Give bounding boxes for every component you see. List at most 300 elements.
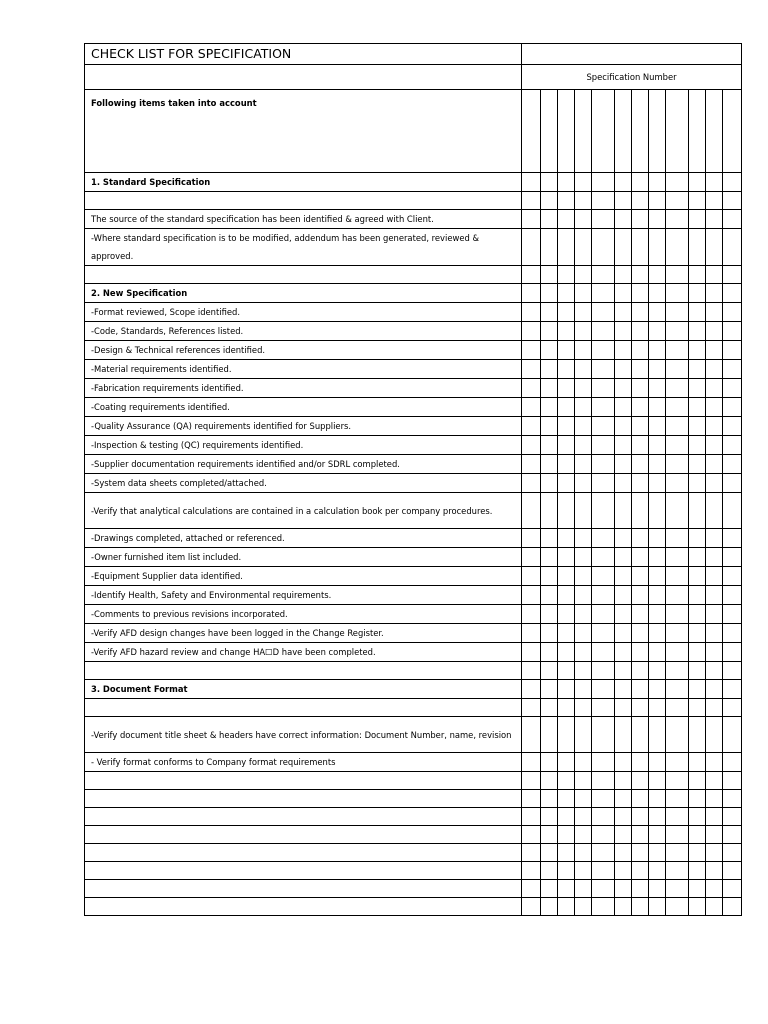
check-cell[interactable]	[632, 898, 649, 916]
check-cell[interactable]	[689, 662, 706, 680]
check-cell[interactable]	[632, 699, 649, 717]
check-cell[interactable]	[706, 322, 723, 341]
check-cell[interactable]	[575, 284, 592, 303]
check-cell[interactable]	[649, 808, 666, 826]
check-cell[interactable]	[666, 398, 689, 417]
check-cell[interactable]	[706, 266, 723, 284]
check-cell[interactable]	[575, 643, 592, 662]
check-cell[interactable]	[706, 717, 723, 753]
check-cell[interactable]	[541, 624, 558, 643]
check-cell[interactable]	[706, 529, 723, 548]
check-cell[interactable]	[522, 398, 541, 417]
check-cell[interactable]	[632, 643, 649, 662]
check-cell[interactable]	[689, 303, 706, 322]
check-cell[interactable]	[541, 790, 558, 808]
check-cell[interactable]	[666, 624, 689, 643]
check-cell[interactable]	[615, 210, 632, 229]
check-cell[interactable]	[522, 772, 541, 790]
check-cell[interactable]	[723, 717, 742, 753]
check-cell[interactable]	[558, 474, 575, 493]
check-cell[interactable]	[522, 862, 541, 880]
check-cell[interactable]	[689, 898, 706, 916]
check-cell[interactable]	[558, 284, 575, 303]
check-cell[interactable]	[575, 826, 592, 844]
check-cell[interactable]	[689, 680, 706, 699]
check-cell[interactable]	[522, 808, 541, 826]
check-cell[interactable]	[575, 586, 592, 605]
check-cell[interactable]	[592, 624, 615, 643]
check-cell[interactable]	[649, 529, 666, 548]
check-cell[interactable]	[666, 548, 689, 567]
check-cell[interactable]	[706, 898, 723, 916]
check-cell[interactable]	[632, 398, 649, 417]
check-cell[interactable]	[615, 753, 632, 772]
check-cell[interactable]	[666, 284, 689, 303]
check-cell[interactable]	[632, 844, 649, 862]
check-cell[interactable]	[522, 322, 541, 341]
check-cell[interactable]	[689, 229, 706, 266]
check-cell[interactable]	[592, 493, 615, 529]
check-cell[interactable]	[615, 173, 632, 192]
check-cell[interactable]	[522, 474, 541, 493]
check-cell[interactable]	[706, 586, 723, 605]
check-cell[interactable]	[592, 548, 615, 567]
check-cell[interactable]	[689, 624, 706, 643]
check-cell[interactable]	[723, 624, 742, 643]
check-cell[interactable]	[689, 844, 706, 862]
check-cell[interactable]	[649, 192, 666, 210]
check-cell[interactable]	[689, 360, 706, 379]
check-cell[interactable]	[689, 266, 706, 284]
check-cell[interactable]	[723, 417, 742, 436]
check-cell[interactable]	[723, 341, 742, 360]
check-cell[interactable]	[558, 266, 575, 284]
check-cell[interactable]	[649, 680, 666, 699]
check-cell[interactable]	[541, 266, 558, 284]
check-cell[interactable]	[558, 455, 575, 474]
check-cell[interactable]	[558, 862, 575, 880]
check-cell[interactable]	[592, 699, 615, 717]
check-cell[interactable]	[632, 662, 649, 680]
check-cell[interactable]	[558, 567, 575, 586]
check-cell[interactable]	[632, 548, 649, 567]
check-cell[interactable]	[666, 808, 689, 826]
check-cell[interactable]	[522, 662, 541, 680]
check-cell[interactable]	[666, 493, 689, 529]
check-cell[interactable]	[575, 192, 592, 210]
check-cell[interactable]	[706, 790, 723, 808]
check-cell[interactable]	[592, 717, 615, 753]
check-cell[interactable]	[615, 493, 632, 529]
check-cell[interactable]	[706, 862, 723, 880]
check-cell[interactable]	[575, 398, 592, 417]
check-cell[interactable]	[632, 493, 649, 529]
check-cell[interactable]	[689, 210, 706, 229]
check-cell[interactable]	[723, 303, 742, 322]
check-cell[interactable]	[558, 192, 575, 210]
check-cell[interactable]	[706, 624, 723, 643]
check-cell[interactable]	[558, 229, 575, 266]
check-cell[interactable]	[558, 699, 575, 717]
check-cell[interactable]	[541, 898, 558, 916]
check-cell[interactable]	[592, 229, 615, 266]
check-cell[interactable]	[649, 898, 666, 916]
check-cell[interactable]	[575, 699, 592, 717]
check-cell[interactable]	[541, 322, 558, 341]
check-cell[interactable]	[558, 586, 575, 605]
check-cell[interactable]	[666, 529, 689, 548]
check-cell[interactable]	[723, 210, 742, 229]
check-cell[interactable]	[558, 322, 575, 341]
check-cell[interactable]	[541, 192, 558, 210]
check-cell[interactable]	[632, 605, 649, 624]
check-cell[interactable]	[649, 643, 666, 662]
check-cell[interactable]	[541, 284, 558, 303]
check-cell[interactable]	[615, 772, 632, 790]
check-cell[interactable]	[541, 529, 558, 548]
check-cell[interactable]	[666, 753, 689, 772]
check-cell[interactable]	[592, 808, 615, 826]
check-cell[interactable]	[666, 210, 689, 229]
check-cell[interactable]	[632, 417, 649, 436]
check-cell[interactable]	[592, 474, 615, 493]
check-cell[interactable]	[632, 529, 649, 548]
check-cell[interactable]	[689, 643, 706, 662]
check-cell[interactable]	[666, 898, 689, 916]
check-cell[interactable]	[689, 398, 706, 417]
check-cell[interactable]	[592, 586, 615, 605]
check-cell[interactable]	[706, 474, 723, 493]
check-cell[interactable]	[649, 303, 666, 322]
check-cell[interactable]	[592, 417, 615, 436]
check-cell[interactable]	[723, 173, 742, 192]
check-cell[interactable]	[522, 753, 541, 772]
check-cell[interactable]	[649, 699, 666, 717]
check-cell[interactable]	[615, 90, 632, 173]
check-cell[interactable]	[706, 680, 723, 699]
check-cell[interactable]	[615, 567, 632, 586]
check-cell[interactable]	[592, 826, 615, 844]
check-cell[interactable]	[649, 360, 666, 379]
check-cell[interactable]	[649, 379, 666, 398]
check-cell[interactable]	[666, 436, 689, 455]
check-cell[interactable]	[615, 662, 632, 680]
check-cell[interactable]	[723, 398, 742, 417]
check-cell[interactable]	[592, 284, 615, 303]
check-cell[interactable]	[615, 699, 632, 717]
check-cell[interactable]	[615, 548, 632, 567]
check-cell[interactable]	[649, 826, 666, 844]
check-cell[interactable]	[666, 643, 689, 662]
check-cell[interactable]	[689, 90, 706, 173]
check-cell[interactable]	[541, 826, 558, 844]
check-cell[interactable]	[522, 284, 541, 303]
check-cell[interactable]	[575, 436, 592, 455]
check-cell[interactable]	[689, 880, 706, 898]
check-cell[interactable]	[666, 680, 689, 699]
check-cell[interactable]	[575, 548, 592, 567]
check-cell[interactable]	[666, 605, 689, 624]
check-cell[interactable]	[632, 717, 649, 753]
check-cell[interactable]	[723, 862, 742, 880]
check-cell[interactable]	[575, 417, 592, 436]
check-cell[interactable]	[615, 880, 632, 898]
check-cell[interactable]	[723, 898, 742, 916]
check-cell[interactable]	[723, 474, 742, 493]
check-cell[interactable]	[706, 229, 723, 266]
check-cell[interactable]	[541, 772, 558, 790]
check-cell[interactable]	[706, 772, 723, 790]
check-cell[interactable]	[575, 680, 592, 699]
check-cell[interactable]	[706, 360, 723, 379]
check-cell[interactable]	[632, 826, 649, 844]
check-cell[interactable]	[632, 790, 649, 808]
check-cell[interactable]	[723, 284, 742, 303]
check-cell[interactable]	[558, 662, 575, 680]
check-cell[interactable]	[632, 173, 649, 192]
check-cell[interactable]	[592, 772, 615, 790]
check-cell[interactable]	[689, 379, 706, 398]
check-cell[interactable]	[706, 436, 723, 455]
check-cell[interactable]	[649, 266, 666, 284]
check-cell[interactable]	[632, 192, 649, 210]
check-cell[interactable]	[632, 753, 649, 772]
check-cell[interactable]	[706, 417, 723, 436]
check-cell[interactable]	[522, 717, 541, 753]
check-cell[interactable]	[575, 772, 592, 790]
check-cell[interactable]	[706, 826, 723, 844]
check-cell[interactable]	[575, 474, 592, 493]
check-cell[interactable]	[522, 699, 541, 717]
check-cell[interactable]	[666, 474, 689, 493]
check-cell[interactable]	[575, 717, 592, 753]
check-cell[interactable]	[632, 284, 649, 303]
check-cell[interactable]	[541, 862, 558, 880]
check-cell[interactable]	[706, 341, 723, 360]
check-cell[interactable]	[541, 808, 558, 826]
check-cell[interactable]	[592, 266, 615, 284]
check-cell[interactable]	[558, 624, 575, 643]
check-cell[interactable]	[558, 898, 575, 916]
check-cell[interactable]	[615, 717, 632, 753]
check-cell[interactable]	[541, 699, 558, 717]
check-cell[interactable]	[575, 303, 592, 322]
check-cell[interactable]	[649, 862, 666, 880]
check-cell[interactable]	[632, 808, 649, 826]
check-cell[interactable]	[723, 548, 742, 567]
check-cell[interactable]	[592, 680, 615, 699]
check-cell[interactable]	[723, 192, 742, 210]
check-cell[interactable]	[558, 844, 575, 862]
check-cell[interactable]	[666, 360, 689, 379]
check-cell[interactable]	[632, 880, 649, 898]
check-cell[interactable]	[689, 826, 706, 844]
check-cell[interactable]	[575, 605, 592, 624]
check-cell[interactable]	[592, 898, 615, 916]
check-cell[interactable]	[689, 586, 706, 605]
check-cell[interactable]	[615, 398, 632, 417]
check-cell[interactable]	[706, 643, 723, 662]
check-cell[interactable]	[522, 210, 541, 229]
check-cell[interactable]	[689, 717, 706, 753]
check-cell[interactable]	[522, 379, 541, 398]
check-cell[interactable]	[723, 379, 742, 398]
check-cell[interactable]	[649, 548, 666, 567]
check-cell[interactable]	[541, 548, 558, 567]
check-cell[interactable]	[666, 322, 689, 341]
check-cell[interactable]	[666, 567, 689, 586]
check-cell[interactable]	[689, 567, 706, 586]
check-cell[interactable]	[632, 862, 649, 880]
check-cell[interactable]	[541, 341, 558, 360]
check-cell[interactable]	[723, 455, 742, 474]
check-cell[interactable]	[558, 790, 575, 808]
check-cell[interactable]	[541, 586, 558, 605]
check-cell[interactable]	[558, 753, 575, 772]
check-cell[interactable]	[541, 567, 558, 586]
check-cell[interactable]	[723, 493, 742, 529]
check-cell[interactable]	[558, 398, 575, 417]
check-cell[interactable]	[541, 474, 558, 493]
check-cell[interactable]	[541, 662, 558, 680]
check-cell[interactable]	[592, 753, 615, 772]
check-cell[interactable]	[649, 605, 666, 624]
check-cell[interactable]	[615, 455, 632, 474]
check-cell[interactable]	[723, 808, 742, 826]
check-cell[interactable]	[558, 379, 575, 398]
check-cell[interactable]	[615, 529, 632, 548]
check-cell[interactable]	[666, 455, 689, 474]
check-cell[interactable]	[575, 844, 592, 862]
check-cell[interactable]	[522, 436, 541, 455]
check-cell[interactable]	[649, 90, 666, 173]
check-cell[interactable]	[689, 322, 706, 341]
check-cell[interactable]	[706, 173, 723, 192]
check-cell[interactable]	[689, 173, 706, 192]
check-cell[interactable]	[632, 266, 649, 284]
check-cell[interactable]	[558, 529, 575, 548]
check-cell[interactable]	[541, 844, 558, 862]
check-cell[interactable]	[689, 341, 706, 360]
check-cell[interactable]	[522, 880, 541, 898]
check-cell[interactable]	[592, 436, 615, 455]
check-cell[interactable]	[666, 880, 689, 898]
check-cell[interactable]	[522, 643, 541, 662]
check-cell[interactable]	[649, 717, 666, 753]
check-cell[interactable]	[649, 417, 666, 436]
check-cell[interactable]	[666, 266, 689, 284]
check-cell[interactable]	[615, 266, 632, 284]
check-cell[interactable]	[632, 474, 649, 493]
check-cell[interactable]	[558, 717, 575, 753]
check-cell[interactable]	[649, 493, 666, 529]
check-cell[interactable]	[689, 699, 706, 717]
check-cell[interactable]	[632, 90, 649, 173]
check-cell[interactable]	[615, 379, 632, 398]
check-cell[interactable]	[666, 862, 689, 880]
check-cell[interactable]	[706, 90, 723, 173]
check-cell[interactable]	[575, 808, 592, 826]
check-cell[interactable]	[615, 436, 632, 455]
check-cell[interactable]	[666, 192, 689, 210]
check-cell[interactable]	[615, 192, 632, 210]
check-cell[interactable]	[723, 680, 742, 699]
check-cell[interactable]	[723, 90, 742, 173]
check-cell[interactable]	[689, 790, 706, 808]
check-cell[interactable]	[558, 436, 575, 455]
check-cell[interactable]	[615, 605, 632, 624]
check-cell[interactable]	[723, 605, 742, 624]
check-cell[interactable]	[723, 643, 742, 662]
check-cell[interactable]	[575, 229, 592, 266]
check-cell[interactable]	[706, 493, 723, 529]
check-cell[interactable]	[706, 548, 723, 567]
check-cell[interactable]	[649, 322, 666, 341]
check-cell[interactable]	[689, 455, 706, 474]
check-cell[interactable]	[522, 624, 541, 643]
check-cell[interactable]	[723, 360, 742, 379]
check-cell[interactable]	[632, 360, 649, 379]
check-cell[interactable]	[666, 173, 689, 192]
check-cell[interactable]	[689, 772, 706, 790]
check-cell[interactable]	[706, 192, 723, 210]
check-cell[interactable]	[706, 753, 723, 772]
check-cell[interactable]	[592, 322, 615, 341]
check-cell[interactable]	[632, 210, 649, 229]
check-cell[interactable]	[592, 567, 615, 586]
check-cell[interactable]	[541, 680, 558, 699]
check-cell[interactable]	[541, 173, 558, 192]
check-cell[interactable]	[615, 474, 632, 493]
check-cell[interactable]	[592, 880, 615, 898]
check-cell[interactable]	[615, 844, 632, 862]
check-cell[interactable]	[592, 192, 615, 210]
check-cell[interactable]	[632, 567, 649, 586]
check-cell[interactable]	[615, 284, 632, 303]
check-cell[interactable]	[522, 417, 541, 436]
check-cell[interactable]	[592, 360, 615, 379]
check-cell[interactable]	[649, 455, 666, 474]
check-cell[interactable]	[723, 699, 742, 717]
check-cell[interactable]	[575, 862, 592, 880]
check-cell[interactable]	[666, 379, 689, 398]
check-cell[interactable]	[706, 662, 723, 680]
check-cell[interactable]	[632, 624, 649, 643]
check-cell[interactable]	[632, 379, 649, 398]
check-cell[interactable]	[706, 303, 723, 322]
check-cell[interactable]	[558, 643, 575, 662]
check-cell[interactable]	[632, 303, 649, 322]
check-cell[interactable]	[522, 567, 541, 586]
check-cell[interactable]	[541, 880, 558, 898]
check-cell[interactable]	[541, 360, 558, 379]
check-cell[interactable]	[575, 753, 592, 772]
check-cell[interactable]	[615, 808, 632, 826]
check-cell[interactable]	[649, 844, 666, 862]
check-cell[interactable]	[558, 341, 575, 360]
check-cell[interactable]	[649, 229, 666, 266]
check-cell[interactable]	[522, 303, 541, 322]
check-cell[interactable]	[666, 229, 689, 266]
check-cell[interactable]	[632, 436, 649, 455]
check-cell[interactable]	[689, 474, 706, 493]
check-cell[interactable]	[541, 717, 558, 753]
check-cell[interactable]	[558, 548, 575, 567]
check-cell[interactable]	[541, 605, 558, 624]
check-cell[interactable]	[666, 699, 689, 717]
check-cell[interactable]	[706, 808, 723, 826]
check-cell[interactable]	[689, 417, 706, 436]
